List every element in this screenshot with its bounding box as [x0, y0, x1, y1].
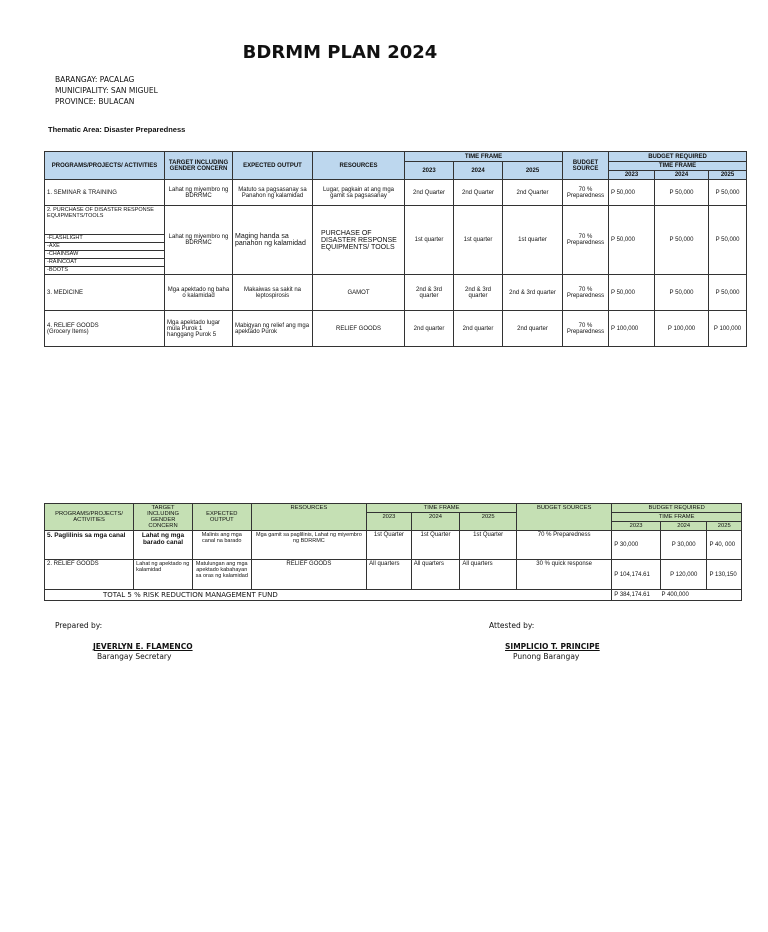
header-budget-source: BUDGET SOURCE: [563, 152, 609, 180]
cell-budget-2024: P 120,000: [660, 560, 707, 590]
cell-budget-2024: P 50,000: [655, 275, 709, 311]
cell-source: 30 % quick response: [517, 560, 612, 590]
cell-budget-2023: P 100,000: [609, 311, 655, 347]
equipment-item: -CHAINSAW: [45, 250, 164, 258]
header-year-2023: 2023: [367, 513, 412, 531]
header-target: TARGET INCLUDING GENDER CONCERN: [134, 504, 193, 531]
attested-by-label: Attested by:: [489, 621, 535, 630]
header-budget-2024: 2024: [660, 522, 707, 531]
cell-2024: 1st Quarter: [411, 531, 460, 560]
cell-output: Matulungan ang mga apektado kabahayan sa oras ng kalamidad: [192, 560, 251, 590]
equipment-item: -RAINCOAT: [45, 258, 164, 266]
cell-resources: GAMOT: [313, 275, 405, 311]
cell-budget-2025: P 50,000: [709, 206, 747, 275]
cell-source: 70 % Preparedness: [517, 531, 612, 560]
cell-resources: RELIEF GOODS: [251, 560, 366, 590]
header-year-2024: 2024: [411, 513, 460, 531]
cell-output: Maging handa sa panahon ng kalamidad: [233, 206, 313, 275]
cell-budget-2025: P 100,000: [709, 311, 747, 347]
cell-2024: All quarters: [411, 560, 460, 590]
cell-2023: 2nd quarter: [405, 311, 454, 347]
cell-budget-2023: P 50,000: [609, 275, 655, 311]
cell-2024: 2nd Quarter: [454, 180, 503, 206]
barangay-label: BARANGAY: PACALAG: [55, 75, 135, 84]
cell-target: Lahat ng miyembro ng BDRRMC: [165, 180, 233, 206]
location-block: [55, 74, 158, 107]
cell-2025: 1st Quarter: [460, 531, 517, 560]
page-title: BDRMM PLAN 2024: [242, 42, 438, 63]
plan-table-preparedness: [44, 151, 747, 347]
cell-budget-2024: P 100,000: [655, 311, 709, 347]
header-budget-2025: 2025: [707, 522, 742, 531]
header-budget-2024: 2024: [655, 171, 709, 180]
cell-2023: 1st Quarter: [367, 531, 412, 560]
total-row: [45, 590, 742, 601]
header-budget-2023: 2023: [609, 171, 655, 180]
table-row: [45, 275, 747, 311]
cell-source: 70 % Preparedness: [563, 206, 609, 275]
cell-budget-2025: P 40, 000: [707, 531, 742, 560]
program-label: 4. RELIEF GOODS: [47, 322, 99, 329]
cell-2025: 1st quarter: [503, 206, 563, 275]
header-budget-required: BUDGET REQUIRED: [609, 152, 747, 162]
cell-2023: 1st quarter: [405, 206, 454, 275]
total-values: [612, 590, 742, 601]
header-target: TARGET INCLUDING GENDER CONCERN: [165, 152, 233, 180]
plan-table-2: [44, 503, 742, 601]
table-row: [45, 560, 742, 590]
cell-output: Makaiwas sa sakit na leptospirosis: [233, 275, 313, 311]
cell-resources: Lugar, pagkain at ang mga gamit sa pagsasanay: [313, 180, 405, 206]
attested-by-role: Punong Barangay: [513, 652, 580, 661]
cell-resources: RELIEF GOODS: [313, 311, 405, 347]
cell-budget-2025: P 50,000: [709, 275, 747, 311]
cell-budget-2024: P 30,000: [660, 531, 707, 560]
cell-budget-2023: P 50,000: [609, 180, 655, 206]
cell-2025: 2nd Quarter: [503, 180, 563, 206]
cell-output: Malinis ang mga canal na barado: [192, 531, 251, 560]
cell-target: Mga apektado ng baha o kalamidad: [165, 275, 233, 311]
header-resources: RESOURCES: [313, 152, 405, 180]
cell-budget-2023: P 30,000: [612, 531, 661, 560]
header-output: EXPECTED OUTPUT: [233, 152, 313, 180]
header-budget-2023: 2023: [612, 522, 661, 531]
header-budget-time-frame: TIME FRAME: [609, 162, 747, 171]
cell-budget-2025: P 130,150: [707, 560, 742, 590]
cell-2024: 1st quarter: [454, 206, 503, 275]
thematic-area: Thematic Area: Disaster Preparedness: [48, 125, 186, 134]
cell-budget-2024: P 50,000: [655, 206, 709, 275]
cell-program: 1. SEMINAR & TRAINING: [45, 180, 165, 206]
cell-2023: 2nd Quarter: [405, 180, 454, 206]
cell-2025: 2nd quarter: [503, 311, 563, 347]
header-time-frame: TIME FRAME: [367, 504, 517, 513]
total-2023: P 384,174.61: [614, 592, 650, 598]
prepared-by-name: JEVERLYN E. FLAMENCO: [93, 642, 193, 651]
cell-source: 70 % Preparedness: [563, 180, 609, 206]
header-year-2025: 2025: [503, 162, 563, 180]
attested-by-name: SIMPLICIO T. PRINCIPE: [505, 642, 600, 651]
cell-resources: Mga gamit sa paglilinis, Lahat ng miyembro ng BDRRMC: [251, 531, 366, 560]
header-budget-required: BUDGET REQUIRED: [612, 504, 742, 513]
cell-budget-2025: P 50,000: [709, 180, 747, 206]
cell-2024: 2nd quarter: [454, 311, 503, 347]
equipment-item: -BOOTS: [45, 266, 164, 274]
table-row: [45, 531, 742, 560]
cell-program: 3. MEDICINE: [45, 275, 165, 311]
cell-target: Lahat ng apektado ng kalamidad: [134, 560, 193, 590]
cell-budget-2024: P 50,000: [655, 180, 709, 206]
cell-2025: 2nd & 3rd quarter: [503, 275, 563, 311]
cell-resources: PURCHASE OF DISASTER RESPONSE EQUIPMENTS/ TOOLS: [313, 206, 405, 275]
cell-source: 70 % Preparedness: [563, 311, 609, 347]
header-time-frame: TIME FRAME: [405, 152, 563, 162]
table-row: [45, 180, 747, 206]
equipment-item: -AXE: [45, 242, 164, 250]
cell-target: Mga apektado lugar mula Purok 1 hanggang Purok 5: [165, 311, 233, 347]
prepared-by-role: Barangay Secretary: [97, 652, 172, 661]
header-budget-time-frame: TIME FRAME: [612, 513, 742, 522]
total-2024: P 400,000: [661, 592, 689, 598]
cell-program: 5. Paglilinis sa mga canal: [45, 531, 134, 560]
header-year-2023: 2023: [405, 162, 454, 180]
cell-source: 70 % Preparedness: [563, 275, 609, 311]
header-resources: RESOURCES: [251, 504, 366, 531]
cell-program: [45, 311, 165, 347]
header-budget-2025: 2025: [709, 171, 747, 180]
cell-2023: All quarters: [367, 560, 412, 590]
header-year-2024: 2024: [454, 162, 503, 180]
equipment-item: -FLASHLIGHT: [45, 234, 164, 242]
cell-budget-2023: P 50,000: [609, 206, 655, 275]
table-row: [45, 206, 747, 275]
table-row: [45, 311, 747, 347]
total-label: TOTAL 5 % RISK REDUCTION MANAGEMENT FUND: [45, 590, 612, 601]
program-label: 2. PURCHASE OF DISASTER RESPONSE EQUIPMENTS/TOOLS: [47, 207, 154, 219]
cell-2025: All quarters: [460, 560, 517, 590]
municipality-label: MUNICIPALITY: SAN MIGUEL: [55, 86, 158, 95]
cell-output: Mabigyan ng relief ang mga apektado Purok: [233, 311, 313, 347]
cell-2024: 2nd & 3rd quarter: [454, 275, 503, 311]
cell-program: [45, 206, 165, 275]
cell-target: Lahat ng mga barado canal: [134, 531, 193, 560]
cell-output: Matuto sa pagsasanay sa Panahon ng kalamidad: [233, 180, 313, 206]
header-programs: PROGRAMS/PROJECTS/ ACTIVITIES: [45, 504, 134, 531]
program-sublabel: (Grocery Items): [47, 328, 89, 335]
header-output: EXPECTED OUTPUT: [192, 504, 251, 531]
cell-program: 2. RELIEF GOODS: [45, 560, 134, 590]
header-budget-sources: BUDGET SOURCES: [517, 504, 612, 531]
prepared-by-label: Prepared by:: [55, 621, 103, 630]
header-programs: PROGRAMS/PROJECTS/ ACTIVITIES: [45, 152, 165, 180]
cell-budget-2023: P 104,174.61: [612, 560, 661, 590]
header-year-2025: 2025: [460, 513, 517, 531]
province-label: PROVINCE: BULACAN: [55, 97, 135, 106]
cell-target: Lahat ng miyembro ng BDRRMC: [165, 206, 233, 275]
cell-2023: 2nd & 3rd quarter: [405, 275, 454, 311]
